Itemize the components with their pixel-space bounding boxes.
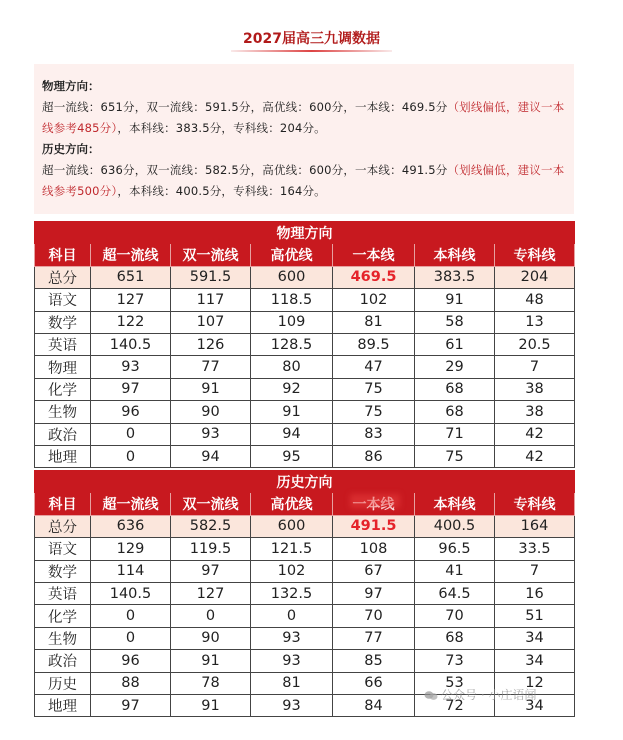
table-row xyxy=(35,650,575,672)
column-header: 超一流线 xyxy=(91,493,171,515)
subject-cell: 语文 xyxy=(35,538,91,560)
score-cell: 66 xyxy=(333,672,415,694)
score-cell: 51 xyxy=(495,605,575,627)
score-cell: 383.5 xyxy=(415,266,495,288)
score-cell: 68 xyxy=(415,378,495,400)
score-cell: 75 xyxy=(333,378,415,400)
score-cell: 58 xyxy=(415,311,495,333)
score-cell: 12 xyxy=(495,672,575,694)
score-cell: 91 xyxy=(251,401,333,423)
subject-cell: 政治 xyxy=(35,423,91,445)
score-cell: 47 xyxy=(333,356,415,378)
history-cutoff-text xyxy=(42,160,568,202)
score-cell: 75 xyxy=(333,401,415,423)
score-cell: 91 xyxy=(171,694,251,716)
score-cell: 94 xyxy=(251,423,333,445)
score-cell: 67 xyxy=(333,560,415,582)
score-cell: 68 xyxy=(415,401,495,423)
score-cell: 73 xyxy=(415,650,495,672)
score-cell: 114 xyxy=(91,560,171,582)
history-table xyxy=(34,470,575,717)
score-cell: 96 xyxy=(91,401,171,423)
score-cell: 0 xyxy=(91,445,171,467)
column-header: 科目 xyxy=(35,493,91,515)
score-cell: 93 xyxy=(171,423,251,445)
table-row xyxy=(35,266,575,288)
score-cell: 29 xyxy=(415,356,495,378)
table-row xyxy=(35,672,575,694)
blurred-label xyxy=(350,494,400,508)
score-cell: 53 xyxy=(415,672,495,694)
column-header: 专科线 xyxy=(495,244,575,266)
physics-heading: 物理方向： xyxy=(42,79,100,93)
page-title: 2027届高三九调数据 xyxy=(231,26,392,52)
watermark-text: 公众号 · 小庄语闻 xyxy=(441,688,537,702)
score-cell: 600 xyxy=(251,266,333,288)
score-cell: 140.5 xyxy=(91,582,171,604)
score-cell: 0 xyxy=(91,423,171,445)
table-band-title: 历史方向 xyxy=(35,471,575,493)
score-cell: 0 xyxy=(91,627,171,649)
column-header: 本科线 xyxy=(415,493,495,515)
score-cell: 64.5 xyxy=(415,582,495,604)
table-row xyxy=(35,311,575,333)
table-row xyxy=(35,582,575,604)
history-heading: 历史方向： xyxy=(42,142,100,156)
table-row xyxy=(35,289,575,311)
physics-table xyxy=(34,221,575,468)
subject-cell: 总分 xyxy=(35,266,91,288)
physics-note: （划线偏低，建议一本线参考485分） xyxy=(42,100,565,135)
subject-cell: 物理 xyxy=(35,356,91,378)
subject-cell: 英语 xyxy=(35,333,91,355)
score-cell: 61 xyxy=(415,333,495,355)
score-cell: 117 xyxy=(171,289,251,311)
score-cell: 600 xyxy=(251,515,333,537)
score-cell: 102 xyxy=(333,289,415,311)
score-cell: 7 xyxy=(495,356,575,378)
score-cell: 96 xyxy=(91,650,171,672)
table-row xyxy=(35,401,575,423)
table-row xyxy=(35,515,575,537)
subject-cell: 地理 xyxy=(35,445,91,467)
score-cell: 89.5 xyxy=(333,333,415,355)
score-cell: 42 xyxy=(495,423,575,445)
score-cell: 491.5 xyxy=(333,515,415,537)
score-cell: 0 xyxy=(91,605,171,627)
column-header: 一本线 xyxy=(333,244,415,266)
history-line1: 超一流线：636分，双一流线：582.5分，高优线：600分，一本线：491.5分 xyxy=(42,163,448,177)
column-header: 双一流线 xyxy=(171,244,251,266)
score-cell: 77 xyxy=(171,356,251,378)
score-cell: 70 xyxy=(333,605,415,627)
column-header: 超一流线 xyxy=(91,244,171,266)
subject-cell: 政治 xyxy=(35,650,91,672)
table-row xyxy=(35,445,575,467)
score-cell: 102 xyxy=(251,560,333,582)
score-cell: 636 xyxy=(91,515,171,537)
score-cell: 164 xyxy=(495,515,575,537)
score-cell: 81 xyxy=(333,311,415,333)
table-row xyxy=(35,423,575,445)
score-cell: 77 xyxy=(333,627,415,649)
subject-cell: 总分 xyxy=(35,515,91,537)
score-cell: 38 xyxy=(495,378,575,400)
score-cell: 97 xyxy=(171,560,251,582)
score-cell: 128.5 xyxy=(251,333,333,355)
score-cell: 94 xyxy=(171,445,251,467)
score-cell: 591.5 xyxy=(171,266,251,288)
subject-cell: 生物 xyxy=(35,401,91,423)
score-cell: 95 xyxy=(251,445,333,467)
score-cell: 129 xyxy=(91,538,171,560)
score-cell: 96.5 xyxy=(415,538,495,560)
score-cell: 90 xyxy=(171,401,251,423)
score-cell: 0 xyxy=(171,605,251,627)
score-cell: 132.5 xyxy=(251,582,333,604)
score-cell: 93 xyxy=(251,650,333,672)
score-cell: 80 xyxy=(251,356,333,378)
score-cell: 93 xyxy=(91,356,171,378)
score-cell: 126 xyxy=(171,333,251,355)
table-row xyxy=(35,378,575,400)
score-cell: 7 xyxy=(495,560,575,582)
subject-cell: 化学 xyxy=(35,605,91,627)
score-cell: 469.5 xyxy=(333,266,415,288)
table-row xyxy=(35,333,575,355)
score-cell: 121.5 xyxy=(251,538,333,560)
score-cell: 140.5 xyxy=(91,333,171,355)
score-cell: 72 xyxy=(415,694,495,716)
score-cell: 85 xyxy=(333,650,415,672)
physics-line2: ，本科线：383.5分，专科线：204分。 xyxy=(117,121,326,135)
score-cell: 91 xyxy=(171,378,251,400)
table-band-title: 物理方向 xyxy=(35,222,575,244)
score-cell: 122 xyxy=(91,311,171,333)
score-cell: 78 xyxy=(171,672,251,694)
column-header: 专科线 xyxy=(495,493,575,515)
physics-line1: 超一流线：651分，双一流线：591.5分，高优线：600分，一本线：469.5分 xyxy=(42,100,448,114)
score-cell: 16 xyxy=(495,582,575,604)
score-cell: 41 xyxy=(415,560,495,582)
score-cell: 90 xyxy=(171,627,251,649)
score-cell: 75 xyxy=(415,445,495,467)
score-cell: 33.5 xyxy=(495,538,575,560)
score-cell: 71 xyxy=(415,423,495,445)
score-cell: 108 xyxy=(333,538,415,560)
score-cell: 204 xyxy=(495,266,575,288)
score-cell: 127 xyxy=(171,582,251,604)
table-row xyxy=(35,538,575,560)
subject-cell: 英语 xyxy=(35,582,91,604)
score-cell: 86 xyxy=(333,445,415,467)
score-cell: 91 xyxy=(171,650,251,672)
score-cell: 34 xyxy=(495,694,575,716)
score-cell: 34 xyxy=(495,650,575,672)
subject-cell: 语文 xyxy=(35,289,91,311)
column-header: 高优线 xyxy=(251,493,333,515)
score-cell: 81 xyxy=(251,672,333,694)
table-row xyxy=(35,694,575,716)
column-header: 本科线 xyxy=(415,244,495,266)
score-cell: 88 xyxy=(91,672,171,694)
score-cell: 97 xyxy=(333,582,415,604)
column-header: 科目 xyxy=(35,244,91,266)
score-cell: 93 xyxy=(251,627,333,649)
subject-cell: 历史 xyxy=(35,672,91,694)
column-header: 双一流线 xyxy=(171,493,251,515)
cutoff-notes xyxy=(34,64,574,214)
score-cell: 582.5 xyxy=(171,515,251,537)
score-cell: 0 xyxy=(251,605,333,627)
history-line2: ，本科线：400.5分，专科线：164分。 xyxy=(117,184,326,198)
score-cell: 91 xyxy=(415,289,495,311)
score-cell: 127 xyxy=(91,289,171,311)
table-row xyxy=(35,356,575,378)
score-cell: 118.5 xyxy=(251,289,333,311)
score-cell: 34 xyxy=(495,627,575,649)
subject-cell: 数学 xyxy=(35,311,91,333)
subject-cell: 生物 xyxy=(35,627,91,649)
physics-cutoff-text xyxy=(42,97,568,139)
score-cell: 107 xyxy=(171,311,251,333)
table-row xyxy=(35,605,575,627)
subject-cell: 数学 xyxy=(35,560,91,582)
history-note: （划线偏低，建议一本线参考500分） xyxy=(42,163,565,198)
score-cell: 83 xyxy=(333,423,415,445)
score-cell: 84 xyxy=(333,694,415,716)
score-cell: 48 xyxy=(495,289,575,311)
score-cell: 119.5 xyxy=(171,538,251,560)
score-cell: 38 xyxy=(495,401,575,423)
score-cell: 97 xyxy=(91,694,171,716)
score-cell: 651 xyxy=(91,266,171,288)
score-cell: 400.5 xyxy=(415,515,495,537)
table-row xyxy=(35,627,575,649)
score-cell: 109 xyxy=(251,311,333,333)
score-cell: 92 xyxy=(251,378,333,400)
column-header: 高优线 xyxy=(251,244,333,266)
table-row xyxy=(35,560,575,582)
score-cell: 42 xyxy=(495,445,575,467)
score-cell: 68 xyxy=(415,627,495,649)
score-cell: 20.5 xyxy=(495,333,575,355)
subject-cell: 地理 xyxy=(35,694,91,716)
score-cell: 93 xyxy=(251,694,333,716)
subject-cell: 化学 xyxy=(35,378,91,400)
score-cell: 13 xyxy=(495,311,575,333)
score-cell: 70 xyxy=(415,605,495,627)
score-cell: 97 xyxy=(91,378,171,400)
